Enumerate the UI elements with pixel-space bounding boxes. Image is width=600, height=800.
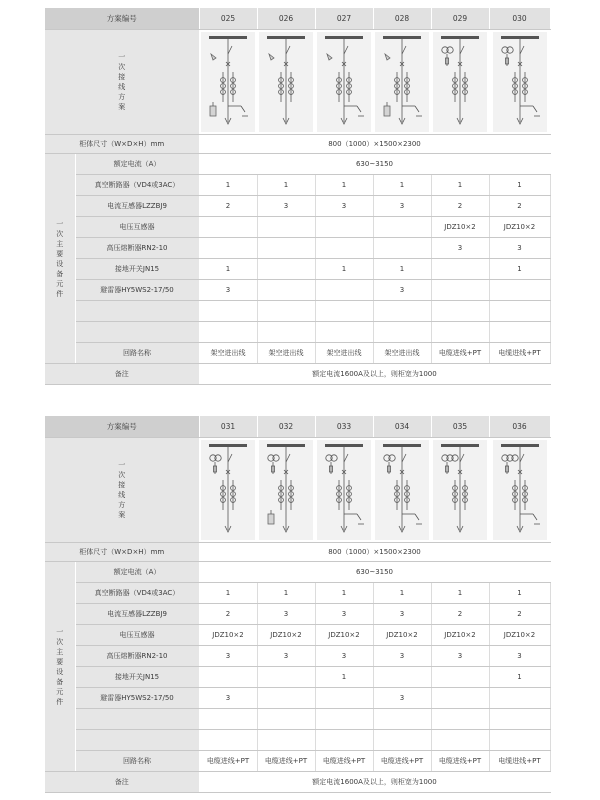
- empty-row: [45, 301, 550, 322]
- equipment-value: [489, 688, 550, 709]
- wiring-diagram-cell: [315, 30, 373, 135]
- equipment-value: 2: [199, 196, 257, 217]
- circuit-name-label: 回路名称: [75, 751, 199, 772]
- equipment-value: 3: [489, 238, 550, 259]
- single-line-wiring-diagram-icon: [259, 440, 313, 540]
- equipment-value: JDZ10×2: [431, 625, 489, 646]
- circuit-name: 电缆进线+PT: [373, 751, 431, 772]
- circuit-name: 架空进出线: [199, 343, 257, 364]
- equipment-value: 3: [199, 688, 257, 709]
- wiring-diagram-cell: [315, 438, 373, 543]
- scheme-number: 035: [431, 416, 489, 438]
- equipment-row: [45, 667, 550, 688]
- equipment-value: 2: [431, 604, 489, 625]
- equipment-value: [199, 238, 257, 259]
- equipment-value: [373, 667, 431, 688]
- circuit-name: 电缆进线+PT: [315, 751, 373, 772]
- equipment-value: [199, 217, 257, 238]
- equipment-value: 3: [199, 646, 257, 667]
- equipment-row: [45, 196, 550, 217]
- equipment-value: 1: [489, 175, 550, 196]
- equipment-value: 1: [199, 259, 257, 280]
- scheme-number: 032: [257, 416, 315, 438]
- circuit-name: 电缆进线+PT: [199, 751, 257, 772]
- equipment-value: [257, 688, 315, 709]
- equipment-value: 1: [257, 175, 315, 196]
- circuit-name: 电缆进线+PT: [489, 751, 550, 772]
- scheme-number: 034: [373, 416, 431, 438]
- equipment-value: [257, 667, 315, 688]
- main-equipment-label: 一次主要设备元件: [45, 562, 75, 772]
- rated-current-value: 630~3150: [199, 154, 550, 175]
- equipment-value: JDZ10×2: [431, 217, 489, 238]
- scheme-number: 027: [315, 8, 373, 30]
- equipment-label: 真空断路器（VD4或3AC）: [75, 583, 199, 604]
- wiring-diagram-row: [45, 30, 550, 135]
- equipment-value: 3: [373, 688, 431, 709]
- equipment-row: [45, 217, 550, 238]
- equipment-value: 3: [257, 604, 315, 625]
- equipment-value: 2: [199, 604, 257, 625]
- equipment-value: [199, 667, 257, 688]
- equipment-value: 2: [489, 196, 550, 217]
- scheme-number: 033: [315, 416, 373, 438]
- equipment-value: [431, 280, 489, 301]
- notes-value: 额定电流1600A及以上，则柜宽为1000: [199, 364, 550, 385]
- spec-table: [45, 8, 551, 385]
- equipment-value: 1: [431, 583, 489, 604]
- equipment-label: 高压熔断器RN2-10: [75, 646, 199, 667]
- scheme-number: 030: [489, 8, 550, 30]
- equipment-label: 接地开关JN15: [75, 259, 199, 280]
- scheme-number-row: [45, 416, 550, 438]
- scheme-number-row: [45, 8, 550, 30]
- cabinet-size-value: 800（1000）×1500×2300: [199, 135, 550, 154]
- cabinet-size-label: 柜体尺寸（W×D×H）mm: [45, 543, 199, 562]
- equipment-label: 真空断路器（VD4或3AC）: [75, 175, 199, 196]
- equipment-label: 避雷器HY5WS2-17/50: [75, 688, 199, 709]
- equipment-row: [45, 259, 550, 280]
- equipment-label: 避雷器HY5WS2-17/50: [75, 280, 199, 301]
- equipment-value: JDZ10×2: [373, 625, 431, 646]
- empty-row: [45, 730, 550, 751]
- single-line-wiring-diagram-icon: [317, 440, 371, 540]
- wiring-diagram-row: [45, 438, 550, 543]
- equipment-row: [45, 175, 550, 196]
- scheme-number: 028: [373, 8, 431, 30]
- equipment-value: [257, 259, 315, 280]
- wiring-diagram-cell: [257, 30, 315, 135]
- rated-current-label: 额定电流（A）: [75, 154, 199, 175]
- single-line-wiring-diagram-icon: [433, 32, 487, 132]
- equipment-value: 3: [257, 646, 315, 667]
- equipment-value: 3: [431, 238, 489, 259]
- equipment-label: 接地开关JN15: [75, 667, 199, 688]
- equipment-value: 1: [373, 259, 431, 280]
- equipment-value: JDZ10×2: [199, 625, 257, 646]
- circuit-name-row: [45, 751, 550, 772]
- notes-label: 备注: [45, 772, 199, 793]
- equipment-value: JDZ10×2: [489, 217, 550, 238]
- rated-current-label: 额定电流（A）: [75, 562, 199, 583]
- single-line-wiring-diagram-icon: [375, 440, 429, 540]
- equipment-value: 1: [489, 583, 550, 604]
- equipment-value: JDZ10×2: [315, 625, 373, 646]
- equipment-value: 3: [373, 604, 431, 625]
- equipment-label: 电压互感器: [75, 625, 199, 646]
- equipment-value: [489, 280, 550, 301]
- main-equipment-label: 一次主要设备元件: [45, 154, 75, 364]
- circuit-name: 架空进出线: [257, 343, 315, 364]
- equipment-row: [45, 646, 550, 667]
- wiring-diagram-cell: [431, 438, 489, 543]
- equipment-value: 3: [315, 196, 373, 217]
- scheme-number: 036: [489, 416, 550, 438]
- equipment-value: 1: [373, 175, 431, 196]
- equipment-value: 3: [315, 604, 373, 625]
- circuit-name-label: 回路名称: [75, 343, 199, 364]
- equipment-row: [45, 625, 550, 646]
- spec-table: [45, 416, 551, 793]
- equipment-value: 2: [431, 196, 489, 217]
- equipment-value: [315, 280, 373, 301]
- scheme-number: 025: [199, 8, 257, 30]
- equipment-row: [45, 280, 550, 301]
- equipment-value: 3: [431, 646, 489, 667]
- equipment-value: 3: [373, 646, 431, 667]
- equipment-value: 1: [489, 259, 550, 280]
- equipment-value: 1: [315, 667, 373, 688]
- circuit-name-row: [45, 343, 550, 364]
- equipment-value: 3: [373, 196, 431, 217]
- equipment-row: [45, 604, 550, 625]
- notes-row: [45, 364, 550, 385]
- cabinet-size-value: 800（1000）×1500×2300: [199, 543, 550, 562]
- notes-row: [45, 772, 550, 793]
- wiring-diagram-cell: [199, 438, 257, 543]
- equipment-value: [315, 688, 373, 709]
- equipment-label: 电流互感器LZZBJ9: [75, 604, 199, 625]
- equipment-value: [257, 217, 315, 238]
- equipment-value: 3: [199, 280, 257, 301]
- single-line-wiring-diagram-icon: [375, 32, 429, 132]
- scheme-table-top: [45, 8, 550, 385]
- wiring-diagram-cell: [489, 438, 550, 543]
- rated-current-row: [45, 154, 550, 175]
- equipment-value: 3: [315, 646, 373, 667]
- equipment-label: 电压互感器: [75, 217, 199, 238]
- equipment-value: [373, 238, 431, 259]
- equipment-value: 1: [199, 583, 257, 604]
- wiring-diagram-cell: [489, 30, 550, 135]
- notes-label: 备注: [45, 364, 199, 385]
- single-line-wiring-diagram-icon: [201, 440, 255, 540]
- empty-row: [45, 322, 550, 343]
- notes-value: 额定电流1600A及以上，则柜宽为1000: [199, 772, 550, 793]
- equipment-value: [315, 238, 373, 259]
- equipment-value: 1: [373, 583, 431, 604]
- scheme-number: 029: [431, 8, 489, 30]
- wiring-diagram-cell: [431, 30, 489, 135]
- wiring-diagram-cell: [199, 30, 257, 135]
- single-line-wiring-diagram-icon: [493, 32, 547, 132]
- equipment-value: 3: [257, 196, 315, 217]
- cabinet-size-row: [45, 543, 550, 562]
- scheme-number: 031: [199, 416, 257, 438]
- empty-row: [45, 709, 550, 730]
- scheme-number: 026: [257, 8, 315, 30]
- equipment-value: 1: [199, 175, 257, 196]
- wiring-diagram-cell: [373, 438, 431, 543]
- equipment-row: [45, 583, 550, 604]
- single-line-wiring-diagram-icon: [433, 440, 487, 540]
- equipment-value: 1: [315, 583, 373, 604]
- cabinet-size-label: 柜体尺寸（W×D×H）mm: [45, 135, 199, 154]
- equipment-value: [315, 217, 373, 238]
- circuit-name: 架空进出线: [315, 343, 373, 364]
- equipment-value: 1: [315, 175, 373, 196]
- equipment-value: [257, 238, 315, 259]
- equipment-value: JDZ10×2: [257, 625, 315, 646]
- equipment-value: [373, 217, 431, 238]
- equipment-value: 2: [489, 604, 550, 625]
- single-line-wiring-diagram-icon: [201, 32, 255, 132]
- single-line-wiring-diagram-icon: [317, 32, 371, 132]
- equipment-value: [257, 280, 315, 301]
- single-line-wiring-diagram-icon: [493, 440, 547, 540]
- equipment-value: [431, 667, 489, 688]
- circuit-name: 架空进出线: [373, 343, 431, 364]
- scheme-number-label: 方案编号: [45, 8, 199, 30]
- equipment-value: 1: [489, 667, 550, 688]
- cabinet-size-row: [45, 135, 550, 154]
- wiring-diagram-label: 一次接线方案: [45, 438, 199, 543]
- equipment-row: [45, 688, 550, 709]
- scheme-table-bottom: [45, 416, 550, 793]
- equipment-label: 高压熔断器RN2-10: [75, 238, 199, 259]
- rated-current-row: [45, 562, 550, 583]
- circuit-name: 电缆进线+PT: [431, 343, 489, 364]
- wiring-diagram-cell: [257, 438, 315, 543]
- equipment-value: JDZ10×2: [489, 625, 550, 646]
- circuit-name: 电缆进线+PT: [431, 751, 489, 772]
- equipment-value: [431, 688, 489, 709]
- equipment-value: 1: [257, 583, 315, 604]
- equipment-label: 电流互感器LZZBJ9: [75, 196, 199, 217]
- equipment-row: [45, 238, 550, 259]
- circuit-name: 电缆进线+PT: [257, 751, 315, 772]
- equipment-value: 3: [489, 646, 550, 667]
- single-line-wiring-diagram-icon: [259, 32, 313, 132]
- rated-current-value: 630~3150: [199, 562, 550, 583]
- equipment-value: 1: [431, 175, 489, 196]
- equipment-value: 1: [315, 259, 373, 280]
- equipment-value: 3: [373, 280, 431, 301]
- scheme-number-label: 方案编号: [45, 416, 199, 438]
- wiring-diagram-label: 一次接线方案: [45, 30, 199, 135]
- circuit-name: 电缆进线+PT: [489, 343, 550, 364]
- wiring-diagram-cell: [373, 30, 431, 135]
- equipment-value: [431, 259, 489, 280]
